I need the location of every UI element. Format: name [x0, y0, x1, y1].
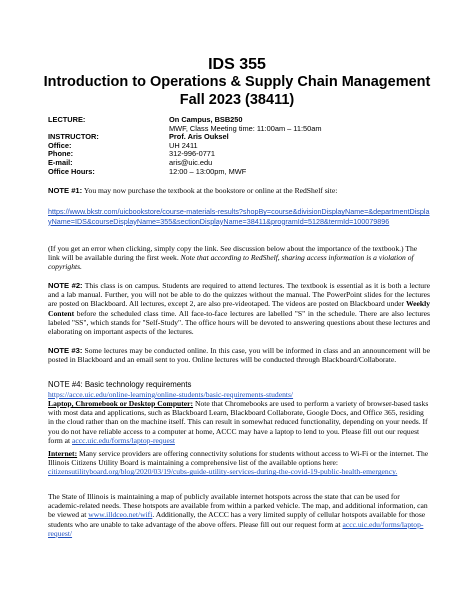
course-info-table [48, 116, 448, 176]
laptop-request-link-2[interactable]: accc.uic.edu/forms/laptop-request/ [48, 519, 424, 538]
note-2-paragraph [48, 281, 430, 336]
note-1-intro [48, 186, 430, 195]
note-1-text: You may now purchase the textbook at the bookstore or online at the RedShelf site: [83, 186, 338, 195]
lecture-location: On Campus, BSB250 [169, 115, 243, 124]
tech-requirements-link[interactable]: https://acce.uic.edu/online-learning/online-students/basic-requirements-students/ [48, 390, 294, 399]
lecture-label: LECTURE: [48, 115, 86, 124]
state-text-b: . Additionally, the ACCC has a very limited supply of cellular hotspots available for those students who are unable to take advantage of the above offers. Please fill out our request form at [48, 510, 426, 529]
office-hours-row [48, 168, 448, 177]
laptop-request-link[interactable]: accc.uic.edu/forms/laptop-request [72, 435, 175, 445]
internet-paragraph [48, 449, 430, 477]
phone-row [48, 150, 448, 159]
email-label: E-mail: [48, 157, 73, 167]
state-text-a: The State of Illinois is maintaining a map of publicly available internet hotspots across the state that can be used for academic-related needs. These hotspots are available from within a parked vehicle. The map, and additional information, can be viewed at [48, 492, 428, 520]
note-1-paren-text: (If you get an error when clicking, simply copy the link. See discussion below about the importance of the textbook.) The link will be available during the first week. [48, 244, 418, 263]
office-value: UH 2411 [169, 140, 198, 150]
email-value: aris@uic.edu [169, 157, 213, 167]
cub-guide-link[interactable]: citizensutilityboard.org/blog/2020/03/19/cubs-guide-utility-services-during-the-covid-19-public-health-emergency. [48, 467, 398, 477]
course-term: Fall 2023 (38411) [179, 92, 295, 108]
laptop-text: Note that Chromebooks are used to perform a variety of browser-based tasks with most data and applications, such as Blackboard Learn, Blackboard Collaborate, Google Docs, and Office 365, residing in the cloud rather than on the machine itself. This can result in somewhat reduced functionality, depending on your needs. If you do not have reliable access to a computer at home, ACCC may have a laptop to lend to you. Please fill out our request form at [48, 399, 429, 445]
office-label: Office: [48, 140, 72, 150]
internet-label: Internet: [48, 449, 78, 458]
lecture-time: MWF, Class Meeting time: 11:00am – 11:50am [169, 123, 322, 133]
laptop-label: Laptop, Chromebook or Desktop Computer: [48, 399, 194, 408]
note-1-paren [48, 244, 430, 272]
internet-text: Many service providers are offering connectivity solutions for students without access to Wi-Fi or the internet. The Illinois Citizens Utility Board is maintaining a comprehensive list of the available options here: [48, 449, 429, 468]
office-hours-value: 12:00 – 13:00pm, MWF [169, 166, 247, 176]
illdceo-wifi-link[interactable]: www.illdceo.net/wifi [88, 510, 153, 520]
note-3-text: Some lectures may be conducted online. In this case, you will be informed in class and an announcement will be posted in Blackboard and an email sent to you. Online lectures will be conducted through Blackboard/Collaborate. [48, 346, 430, 365]
note-2-text-a: This class is on campus. Students are required to attend lectures. The textbook is essential as it is both a lecture and a lab manual. Further, you will not be able to do the quizzes without the manual. The PowerPoint slides for the lectures are posted on Blackboard. All lectures, except 2, are also pre-videotaped. The videos are posted on Blackboard under [48, 281, 430, 309]
email-row [48, 159, 448, 168]
office-row [48, 142, 448, 151]
laptop-paragraph [48, 399, 430, 445]
textbook-link[interactable]: https://www.bkstr.com/uicbookstore/course-materials-results?shopBy=course&divisionDisplayName=&departmentDisplayName=IDS&courseDisplayName=355&sectionDisplayName=38411&programId=5128&termId=100079896 [48, 207, 430, 226]
instructor-name: Prof. Aris Ouksel [169, 132, 229, 142]
note-2-weekly-content: Weekly Content [48, 299, 430, 318]
lecture-time-row [48, 125, 448, 134]
note-3-label: NOTE #3: [48, 346, 83, 355]
note-3-paragraph [48, 346, 430, 364]
phone-value: 312-996-0771 [169, 149, 216, 159]
note-2-text-b: before the scheduled class time. All face-to-face lectures are labelled "S" in the schedule. There are also lectures labeled "SS", which stands for "Self-Study". The office hours will be devoted to answering questions about these lectures and elaborating on important aspects of the lectures. [48, 308, 430, 337]
state-hotspot-paragraph [48, 492, 430, 538]
note-2-label: NOTE #2: [48, 281, 83, 290]
note-1-copyright-text: Note that according to RedShelf, sharing access information is a violation of copyrights. [48, 253, 414, 272]
note-4-heading: NOTE #4: Basic technology requirements [48, 380, 192, 389]
office-hours-label: Office Hours: [48, 166, 95, 176]
phone-label: Phone: [48, 149, 74, 159]
instructor-row [48, 133, 448, 142]
instructor-label: INSTRUCTOR: [48, 132, 99, 142]
course-code: IDS 355 [208, 56, 266, 73]
note-1-label: NOTE #1: [48, 186, 83, 195]
course-title: Introduction to Operations & Supply Chain Management [43, 74, 431, 90]
